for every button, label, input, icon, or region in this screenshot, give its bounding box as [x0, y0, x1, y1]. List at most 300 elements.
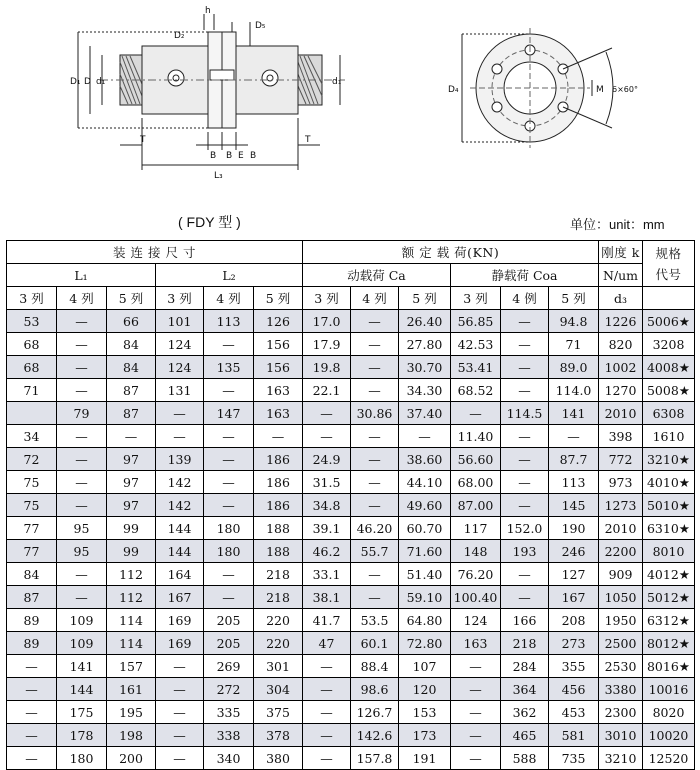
table-cell: —: [351, 471, 399, 494]
table-cell: 581: [549, 724, 599, 747]
table-cell: 8010: [643, 540, 695, 563]
table-cell: —: [7, 655, 57, 678]
table-cell: 772: [599, 448, 643, 471]
table-cell: 87: [7, 586, 57, 609]
table-row: [7, 678, 695, 701]
table-cell: 1950: [599, 609, 643, 632]
table-cell: 144: [156, 540, 204, 563]
table-cell: —: [451, 678, 501, 701]
table-cell: 109: [57, 609, 107, 632]
table-cell: 24.9: [303, 448, 351, 471]
table-cell: 144: [156, 517, 204, 540]
header-stiffness: 刚度 k: [599, 241, 643, 264]
table-cell: 909: [599, 563, 643, 586]
table-cell: —: [451, 747, 501, 770]
table-cell: —: [7, 747, 57, 770]
header-spec-line1: 规格: [655, 245, 682, 261]
table-cell: 166: [501, 609, 549, 632]
table-cell: —: [501, 586, 549, 609]
table-cell: 2300: [599, 701, 643, 724]
table-cell: 163: [254, 402, 303, 425]
table-cell: 169: [156, 632, 204, 655]
table-cell: 39.1: [303, 517, 351, 540]
column-label-spec-empty: [643, 287, 695, 310]
table-cell: 95: [57, 540, 107, 563]
column-label: 3 列: [156, 287, 204, 310]
header-spec-line2: 代号: [655, 266, 682, 282]
table-cell: —: [57, 448, 107, 471]
table-cell: 107: [399, 655, 451, 678]
table-row: [7, 379, 695, 402]
column-label: 4 列: [351, 287, 399, 310]
table-cell: —: [303, 701, 351, 724]
table-cell: 147: [204, 402, 254, 425]
column-label: 5 列: [549, 287, 599, 310]
table-cell: 820: [599, 333, 643, 356]
table-cell: —: [451, 724, 501, 747]
table-cell: 117: [451, 517, 501, 540]
table-cell: 364: [501, 678, 549, 701]
table-cell: 198: [107, 724, 156, 747]
table-cell: 1610: [643, 425, 695, 448]
table-cell: 273: [549, 632, 599, 655]
table-cell: 141: [549, 402, 599, 425]
column-label: 3 列: [7, 287, 57, 310]
table-cell: 89.0: [549, 356, 599, 379]
table-cell: 84: [107, 356, 156, 379]
table-cell: 66: [107, 310, 156, 333]
table-cell: 304: [254, 678, 303, 701]
table-row: [7, 747, 695, 770]
table-cell: 153: [399, 701, 451, 724]
label-d1-inner: d₁: [96, 77, 106, 87]
table-cell: 27.80: [399, 333, 451, 356]
table-row: [7, 356, 695, 379]
table-cell: 88.4: [351, 655, 399, 678]
table-cell: 2010: [599, 402, 643, 425]
table-cell: 37.40: [399, 402, 451, 425]
technical-drawing: [0, 0, 700, 210]
table-cell: —: [57, 586, 107, 609]
table-cell: 8016★: [643, 655, 695, 678]
table-cell: —: [57, 310, 107, 333]
table-cell: —: [451, 655, 501, 678]
table-cell: 362: [501, 701, 549, 724]
table-cell: —: [7, 678, 57, 701]
table-cell: 31.5: [303, 471, 351, 494]
table-cell: 100.40: [451, 586, 501, 609]
table-cell: —: [351, 356, 399, 379]
table-row: [7, 471, 695, 494]
table-cell: —: [204, 563, 254, 586]
table-cell: 135: [204, 356, 254, 379]
table-cell: 191: [399, 747, 451, 770]
table-cell: —: [351, 379, 399, 402]
table-cell: 53.5: [351, 609, 399, 632]
table-cell: 94.8: [549, 310, 599, 333]
table-cell: 38.1: [303, 586, 351, 609]
header-rated-load: 额 定 载 荷(KN): [303, 241, 599, 264]
table-cell: 98.6: [351, 678, 399, 701]
table-cell: 145: [549, 494, 599, 517]
table-cell: —: [107, 425, 156, 448]
header-static-load: 静载荷 Coa: [451, 264, 599, 287]
table-cell: 190: [549, 517, 599, 540]
table-cell: 2500: [599, 632, 643, 655]
table-cell: —: [57, 494, 107, 517]
header-dynamic-load: 动载荷 Ca: [303, 264, 451, 287]
table-row: [7, 448, 695, 471]
table-cell: 340: [204, 747, 254, 770]
table-cell: 3210★: [643, 448, 695, 471]
table-cell: —: [351, 310, 399, 333]
table-cell: 114.5: [501, 402, 549, 425]
table-cell: 99: [107, 517, 156, 540]
table-cell: —: [204, 333, 254, 356]
table-cell: 2530: [599, 655, 643, 678]
table-cell: 46.2: [303, 540, 351, 563]
table-cell: —: [254, 425, 303, 448]
table-cell: —: [351, 494, 399, 517]
table-cell: 120: [399, 678, 451, 701]
table-cell: —: [351, 333, 399, 356]
label-b1: B: [210, 151, 217, 161]
table-cell: 56.60: [451, 448, 501, 471]
column-label: 4 列: [57, 287, 107, 310]
table-cell: 157: [107, 655, 156, 678]
table-cell: 41.7: [303, 609, 351, 632]
table-cell: 355: [549, 655, 599, 678]
table-cell: 205: [204, 609, 254, 632]
table-row: [7, 333, 695, 356]
table-cell: 301: [254, 655, 303, 678]
table-cell: —: [303, 678, 351, 701]
column-label: 3 列: [451, 287, 501, 310]
table-cell: 87.7: [549, 448, 599, 471]
table-cell: 284: [501, 655, 549, 678]
table-cell: 4010★: [643, 471, 695, 494]
table-cell: 200: [107, 747, 156, 770]
table-cell: —: [501, 494, 549, 517]
table-cell: 5008★: [643, 379, 695, 402]
table-cell: 71: [7, 379, 57, 402]
table-cell: 3208: [643, 333, 695, 356]
table-cell: 124: [156, 333, 204, 356]
label-h: h: [205, 6, 211, 16]
table-row: [7, 540, 695, 563]
table-cell: 71: [549, 333, 599, 356]
table-cell: 126.7: [351, 701, 399, 724]
column-label: 5 列: [107, 287, 156, 310]
table-cell: 113: [204, 310, 254, 333]
table-cell: 53: [7, 310, 57, 333]
table-cell: 4012★: [643, 563, 695, 586]
sheet-title: ( FDY 型 ): [178, 214, 241, 230]
table-cell: 114.0: [549, 379, 599, 402]
table-cell: 5006★: [643, 310, 695, 333]
table-cell: —: [549, 425, 599, 448]
table-cell: 19.8: [303, 356, 351, 379]
table-cell: 77: [7, 517, 57, 540]
unit-label: 单位：unit：mm: [570, 217, 665, 232]
table-cell: —: [57, 425, 107, 448]
label-t-right: T: [305, 135, 311, 145]
table-cell: 205: [204, 632, 254, 655]
table-cell: 68.00: [451, 471, 501, 494]
table-cell: —: [303, 655, 351, 678]
table-cell: —: [351, 425, 399, 448]
table-cell: 30.70: [399, 356, 451, 379]
table-cell: 5012★: [643, 586, 695, 609]
header-l2: L₂: [156, 264, 303, 287]
table-cell: 84: [7, 563, 57, 586]
column-label: 5 列: [254, 287, 303, 310]
label-b2: B: [226, 151, 233, 161]
table-cell: 51.40: [399, 563, 451, 586]
table-row: [7, 632, 695, 655]
table-cell: 109: [57, 632, 107, 655]
table-cell: 89: [7, 632, 57, 655]
table-cell: 3210: [599, 747, 643, 770]
table-cell: —: [156, 678, 204, 701]
table-cell: 141: [57, 655, 107, 678]
table-cell: —: [156, 747, 204, 770]
table-cell: 186: [254, 448, 303, 471]
table-cell: —: [7, 701, 57, 724]
table-cell: 588: [501, 747, 549, 770]
table-cell: —: [303, 747, 351, 770]
table-row: [7, 609, 695, 632]
table-cell: —: [204, 494, 254, 517]
label-l3: L₃: [214, 171, 223, 181]
table-cell: 398: [599, 425, 643, 448]
table-cell: —: [156, 701, 204, 724]
table-row: [7, 701, 695, 724]
column-label: d₃: [599, 287, 643, 310]
table-body: [7, 310, 695, 770]
table-cell: 5010★: [643, 494, 695, 517]
table-cell: 1226: [599, 310, 643, 333]
table-cell: —: [501, 356, 549, 379]
table-cell: 338: [204, 724, 254, 747]
table-cell: —: [156, 402, 204, 425]
table-cell: 68: [7, 356, 57, 379]
table-row: [7, 402, 695, 425]
table-cell: 68.52: [451, 379, 501, 402]
table-cell: —: [501, 379, 549, 402]
table-cell: 79: [57, 402, 107, 425]
label-d2: D₂: [174, 31, 185, 41]
table-cell: 456: [549, 678, 599, 701]
table-cell: 87: [107, 379, 156, 402]
table-cell: 272: [204, 678, 254, 701]
table-cell: 75: [7, 494, 57, 517]
table-cell: 453: [549, 701, 599, 724]
table-cell: —: [501, 310, 549, 333]
table-cell: 6312★: [643, 609, 695, 632]
table-cell: 1270: [599, 379, 643, 402]
table-cell: —: [303, 425, 351, 448]
table-cell: 99: [107, 540, 156, 563]
table-cell: 173: [399, 724, 451, 747]
table-cell: —: [501, 471, 549, 494]
table-cell: 2010: [599, 517, 643, 540]
table-row: [7, 586, 695, 609]
table-cell: 95: [57, 517, 107, 540]
table-cell: 8012★: [643, 632, 695, 655]
table-cell: 161: [107, 678, 156, 701]
table-cell: —: [501, 333, 549, 356]
table-cell: 186: [254, 471, 303, 494]
table-cell: 59.10: [399, 586, 451, 609]
table-cell: 195: [107, 701, 156, 724]
table-cell: —: [501, 563, 549, 586]
table-cell: 124: [451, 609, 501, 632]
table-cell: 124: [156, 356, 204, 379]
table-cell: 178: [57, 724, 107, 747]
table-cell: 180: [204, 517, 254, 540]
table-cell: 47: [303, 632, 351, 655]
table-cell: 42.53: [451, 333, 501, 356]
table-cell: 164: [156, 563, 204, 586]
label-angle: 6×60°: [612, 85, 638, 94]
table-cell: 156: [254, 356, 303, 379]
table-cell: 34: [7, 425, 57, 448]
label-d4: D₄: [448, 85, 459, 95]
table-cell: 12520: [643, 747, 695, 770]
table-cell: 180: [57, 747, 107, 770]
table-cell: 167: [549, 586, 599, 609]
table-cell: 193: [501, 540, 549, 563]
spec-table: [6, 240, 695, 770]
table-cell: —: [303, 402, 351, 425]
table-cell: 378: [254, 724, 303, 747]
header-l1: L₁: [7, 264, 156, 287]
table-cell: 112: [107, 563, 156, 586]
table-cell: 17.0: [303, 310, 351, 333]
label-e: E: [238, 151, 244, 161]
table-cell: —: [501, 425, 549, 448]
table-cell: 112: [107, 586, 156, 609]
table-cell: 71.60: [399, 540, 451, 563]
table-cell: 56.85: [451, 310, 501, 333]
table-cell: 335: [204, 701, 254, 724]
table-cell: 60.70: [399, 517, 451, 540]
table-cell: 1002: [599, 356, 643, 379]
label-d5: D₅: [255, 21, 266, 31]
table-cell: 84: [107, 333, 156, 356]
table-cell: 114: [107, 632, 156, 655]
table-cell: 97: [107, 494, 156, 517]
label-d1-right: d₁: [332, 77, 342, 87]
table-cell: 2200: [599, 540, 643, 563]
table-cell: —: [204, 586, 254, 609]
table-cell: 22.1: [303, 379, 351, 402]
column-label: 4 列: [204, 287, 254, 310]
table-cell: 380: [254, 747, 303, 770]
table-cell: 97: [107, 448, 156, 471]
table-cell: 89: [7, 609, 57, 632]
table-cell: —: [57, 333, 107, 356]
table-cell: —: [156, 655, 204, 678]
table-cell: —: [7, 724, 57, 747]
table-cell: 218: [254, 586, 303, 609]
table-cell: 127: [549, 563, 599, 586]
table-cell: —: [57, 356, 107, 379]
table-row: [7, 517, 695, 540]
table-cell: 49.60: [399, 494, 451, 517]
table-row: [7, 425, 695, 448]
table-row: [7, 655, 695, 678]
table-row: [7, 310, 695, 333]
table-cell: —: [451, 701, 501, 724]
table-cell: —: [204, 379, 254, 402]
table-cell: 163: [254, 379, 303, 402]
table-cell: 11.40: [451, 425, 501, 448]
table-cell: 46.20: [351, 517, 399, 540]
table-cell: 114: [107, 609, 156, 632]
table-cell: 34.8: [303, 494, 351, 517]
table-cell: —: [204, 448, 254, 471]
table-cell: 17.9: [303, 333, 351, 356]
table-cell: —: [57, 471, 107, 494]
label-m: M: [596, 85, 604, 95]
table-cell: —: [204, 425, 254, 448]
column-label: 4 例: [501, 287, 549, 310]
table-cell: —: [351, 563, 399, 586]
table-row: [7, 563, 695, 586]
table-row: [7, 724, 695, 747]
table-cell: 246: [549, 540, 599, 563]
table-cell: 375: [254, 701, 303, 724]
table-cell: 735: [549, 747, 599, 770]
column-label: 3 列: [303, 287, 351, 310]
table-cell: 188: [254, 540, 303, 563]
table-cell: 44.10: [399, 471, 451, 494]
table-cell: 55.7: [351, 540, 399, 563]
table-cell: 131: [156, 379, 204, 402]
table-cell: 465: [501, 724, 549, 747]
table-cell: 72: [7, 448, 57, 471]
table-cell: 220: [254, 632, 303, 655]
label-t-left: T: [140, 135, 146, 145]
table-cell: 163: [451, 632, 501, 655]
table-cell: —: [399, 425, 451, 448]
table-cell: 53.41: [451, 356, 501, 379]
table-cell: 167: [156, 586, 204, 609]
table-cell: 4008★: [643, 356, 695, 379]
label-b3: B: [250, 151, 257, 161]
table-cell: 10020: [643, 724, 695, 747]
table-cell: 113: [549, 471, 599, 494]
table-cell: —: [156, 425, 204, 448]
side-view-drawing: [78, 14, 345, 170]
table-cell: 3380: [599, 678, 643, 701]
table-row: [7, 494, 695, 517]
table-cell: —: [451, 402, 501, 425]
table-cell: [7, 402, 57, 425]
table-cell: 220: [254, 609, 303, 632]
table-cell: —: [156, 724, 204, 747]
column-labels-row: [7, 287, 695, 310]
table-cell: 3010: [599, 724, 643, 747]
table-cell: 75: [7, 471, 57, 494]
table-cell: 68: [7, 333, 57, 356]
table-cell: 10016: [643, 678, 695, 701]
table-cell: 60.1: [351, 632, 399, 655]
table-cell: 6310★: [643, 517, 695, 540]
table-cell: 142: [156, 471, 204, 494]
